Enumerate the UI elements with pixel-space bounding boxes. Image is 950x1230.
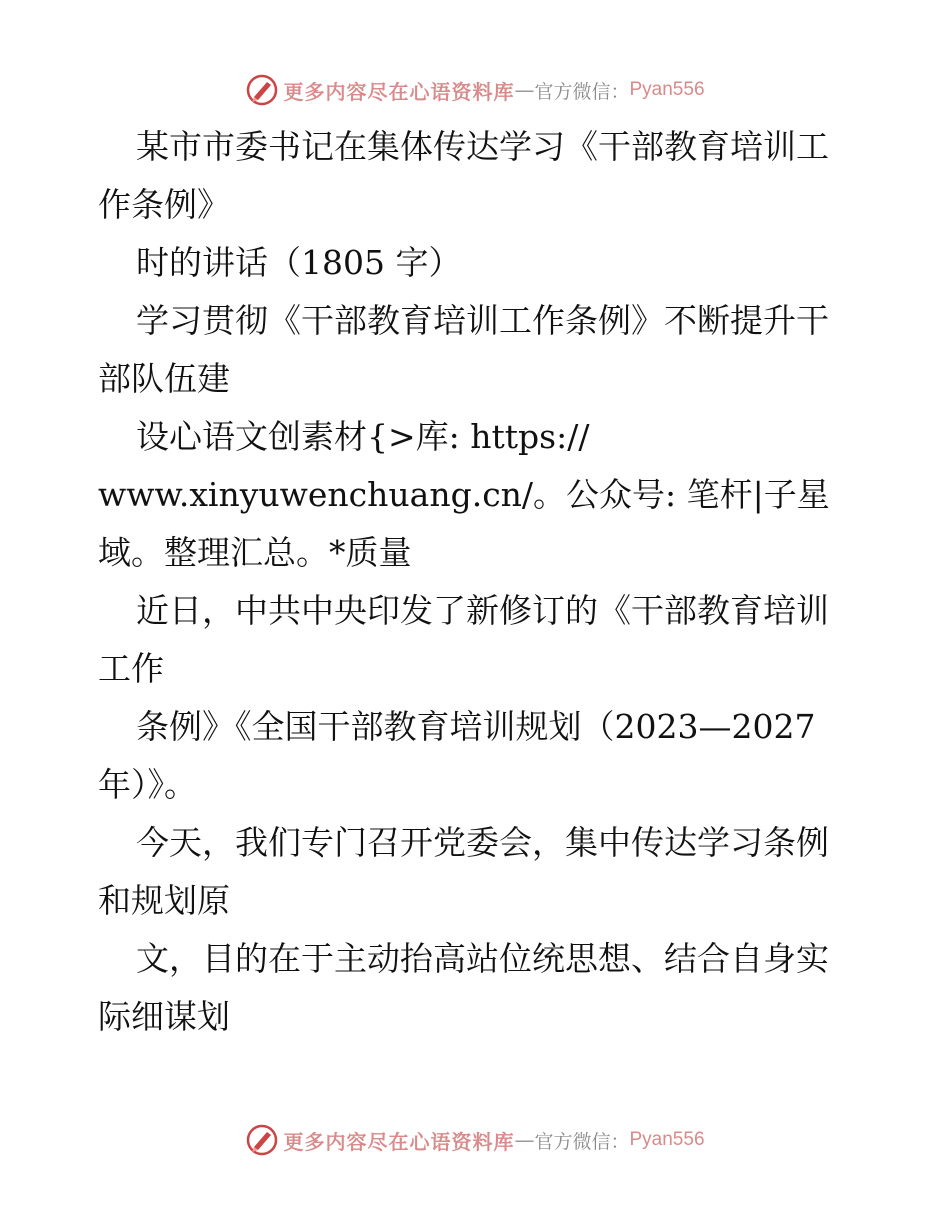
text-line: 作条例》 bbox=[98, 185, 230, 224]
text-line: 某市市委书记在集体传达学习《干部教育培训工 bbox=[136, 127, 829, 166]
text-line: 近日，中共中央印发了新修订的《干部教育培训 bbox=[136, 591, 829, 630]
pen-circle-logo-icon bbox=[245, 73, 279, 107]
watermark-wechat-label: 官方微信： bbox=[534, 80, 630, 103]
text-line: 设心语文创素材{>库: https:// bbox=[136, 417, 590, 456]
watermark-wechat-label: 官方微信： bbox=[534, 1130, 630, 1153]
text-line: 际细谋划 bbox=[98, 997, 230, 1036]
watermark-wechat-id: Pyan556 bbox=[629, 79, 705, 100]
document-body bbox=[98, 118, 858, 1046]
text-line: 域。整理汇总。*质量 bbox=[98, 533, 412, 572]
pen-circle-logo-icon bbox=[245, 1123, 279, 1157]
text-line: www.xinyuwenchuang.cn/。公众号: 笔杆|子星 bbox=[98, 475, 830, 514]
text-line: 工作 bbox=[98, 649, 164, 688]
text-line: 学习贯彻《干部教育培训工作条例》不断提升干 bbox=[136, 301, 829, 340]
watermark-dash: — bbox=[514, 1128, 535, 1152]
footer-watermark bbox=[0, 1120, 950, 1160]
watermark-main-text: 更多内容尽在心语资料库 bbox=[283, 79, 515, 104]
text-line: 和规划原 bbox=[98, 881, 230, 920]
watermark-main-text: 更多内容尽在心语资料库 bbox=[283, 1129, 515, 1154]
text-line: 时的讲话（1805 字） bbox=[136, 243, 462, 282]
text-line: 今天，我们专门召开党委会，集中传达学习条例 bbox=[136, 823, 829, 862]
watermark-dash: — bbox=[514, 78, 535, 102]
text-line: 文，目的在于主动抬高站位统思想、结合自身实 bbox=[136, 939, 829, 978]
text-line: 部队伍建 bbox=[98, 359, 230, 398]
header-watermark bbox=[0, 70, 950, 110]
text-line: 年）》。 bbox=[98, 765, 197, 804]
text-line: 条例》《全国干部教育培训规划（2023—2027 bbox=[136, 707, 816, 746]
watermark-wechat-id: Pyan556 bbox=[629, 1129, 705, 1150]
